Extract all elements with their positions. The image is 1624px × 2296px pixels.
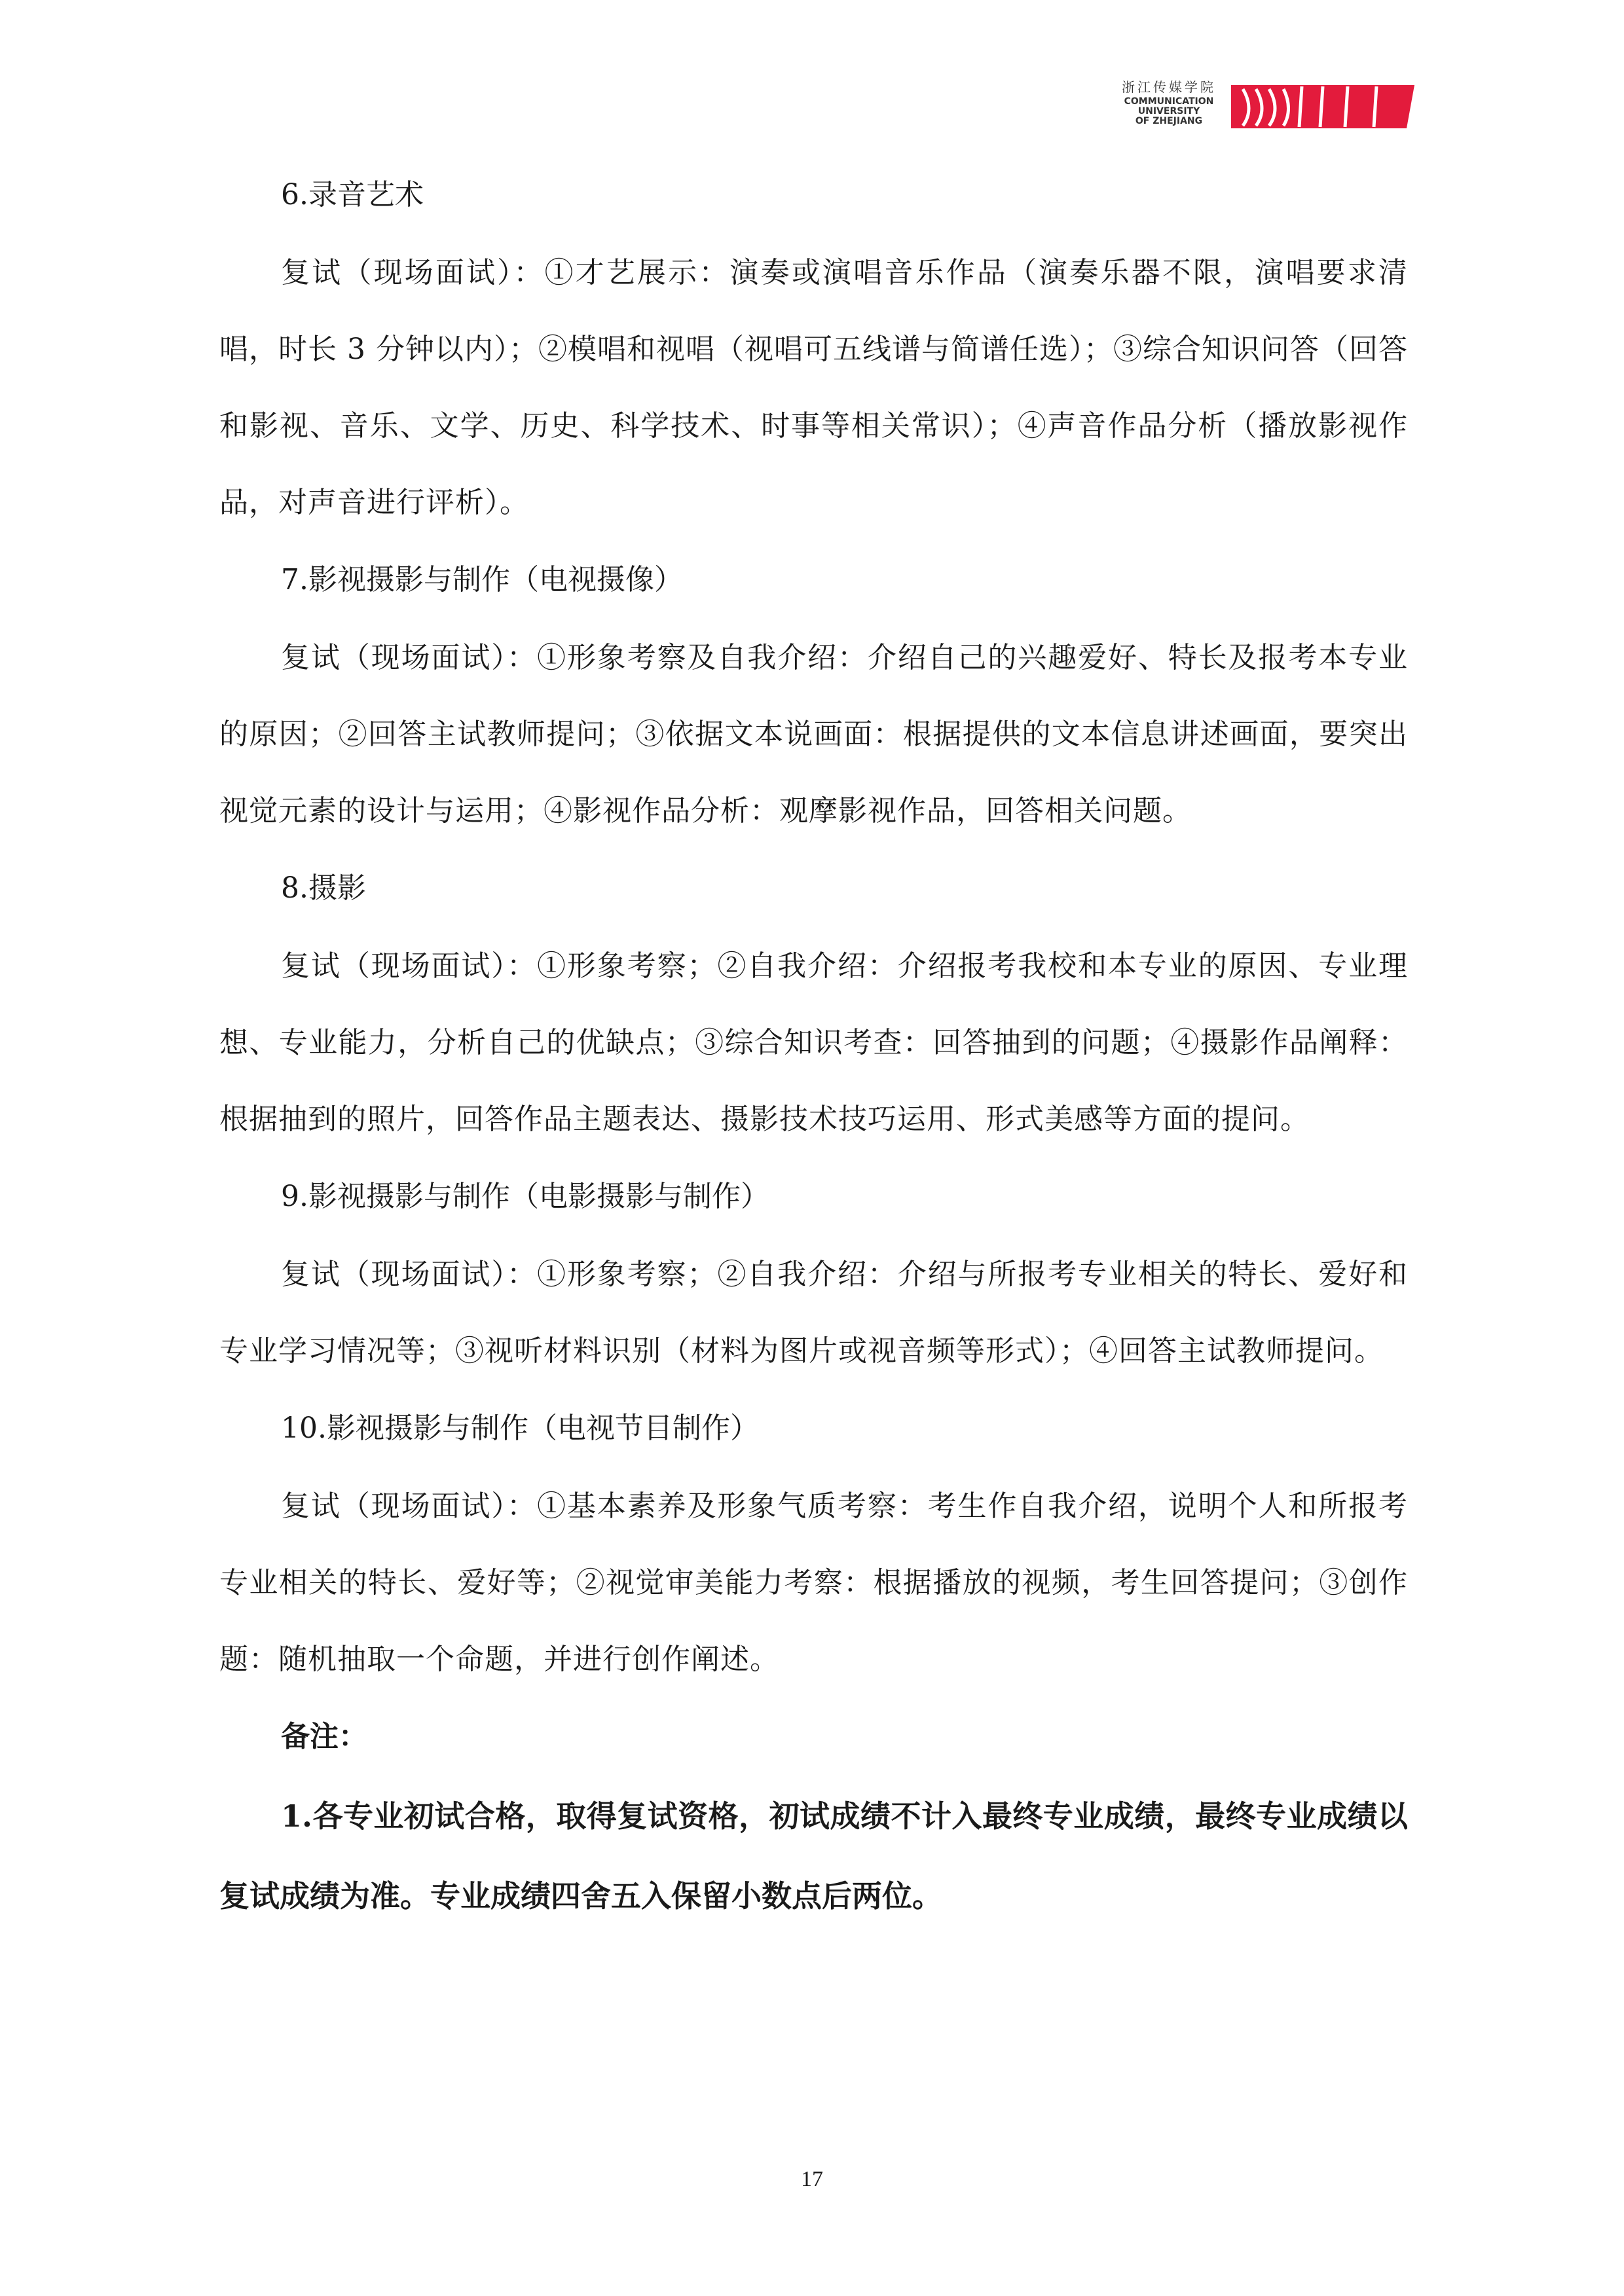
logo-text — [1107, 77, 1231, 126]
logo-english-line-3: OF ZHEJIANG — [1135, 116, 1203, 126]
section-6-body: 复试（现场面试）：①才艺展示：演奏或演唱音乐作品（演奏乐器不限，演唱要求清唱，时长 3 分钟以内）；②模唱和视唱（视唱可五线谱与简谱任选）；③综合知识问答（回答和影视、音乐、文学、历史、科学技术、时事等相关常识）；④声音作品分析（播放影视作品，对声音进行评析）。 — [219, 256, 1408, 519]
logo-english-line-2: UNIVERSITY — [1137, 106, 1200, 117]
logo-chinese-name: 浙江传媒学院 — [1122, 79, 1216, 95]
notes-heading: 备注： — [281, 1720, 367, 1753]
section-7-heading: 7.影视摄影与制作（电视摄像） — [281, 563, 683, 596]
section-8-heading: 8.摄影 — [281, 871, 366, 905]
page-number: 17 — [801, 2167, 823, 2191]
document-body — [219, 156, 1408, 1936]
section-7-body: 复试（现场面试）：①形象考察及自我介绍：介绍自己的兴趣爱好、特长及报考本专业的原因；②回答主试教师提问；③依据文本说画面：根据提供的文本信息讲述画面，要突出视觉元素的设计与运用；④影视作品分析：观摩影视作品，回答相关问题。 — [219, 641, 1408, 828]
logo-english-line-1: COMMUNICATION — [1124, 96, 1214, 107]
section-8-body: 复试（现场面试）：①形象考察；②自我介绍：介绍报考我校和本专业的原因、专业理想、专业能力，分析自己的优缺点；③综合知识考查：回答抽到的问题；④摄影作品阐释：根据抽到的照片，回答作品主题表达、摄影技术技巧运用、形式美感等方面的提问。 — [219, 949, 1408, 1136]
section-9-body: 复试（现场面试）：①形象考察；②自我介绍：介绍与所报考专业相关的特长、爱好和专业学习情况等；③视听材料识别（材料为图片或视音频等形式）；④回答主试教师提问。 — [219, 1258, 1408, 1368]
section-10-heading: 10.影视摄影与制作（电视节目制作） — [281, 1412, 759, 1445]
section-9-heading: 9.影视摄影与制作（电影摄影与制作） — [281, 1180, 769, 1213]
note-item: 1.各专业初试合格，取得复试资格，初试成绩不计入最终专业成绩，最终专业成绩以复试成绩为准。专业成绩四舍五入保留小数点后两位。 — [219, 1798, 1408, 1914]
university-logo — [1107, 77, 1414, 136]
section-6-heading: 6.录音艺术 — [281, 178, 424, 211]
section-10-body: 复试（现场面试）：①基本素养及形象气质考察：考生作自我介绍，说明个人和所报考专业相关的特长、爱好等；②视觉审美能力考察：根据播放的视频，考生回答提问；③创作题：随机抽取一个命题，并进行创作阐述。 — [219, 1489, 1408, 1676]
logo-mark-icon — [1231, 82, 1414, 131]
